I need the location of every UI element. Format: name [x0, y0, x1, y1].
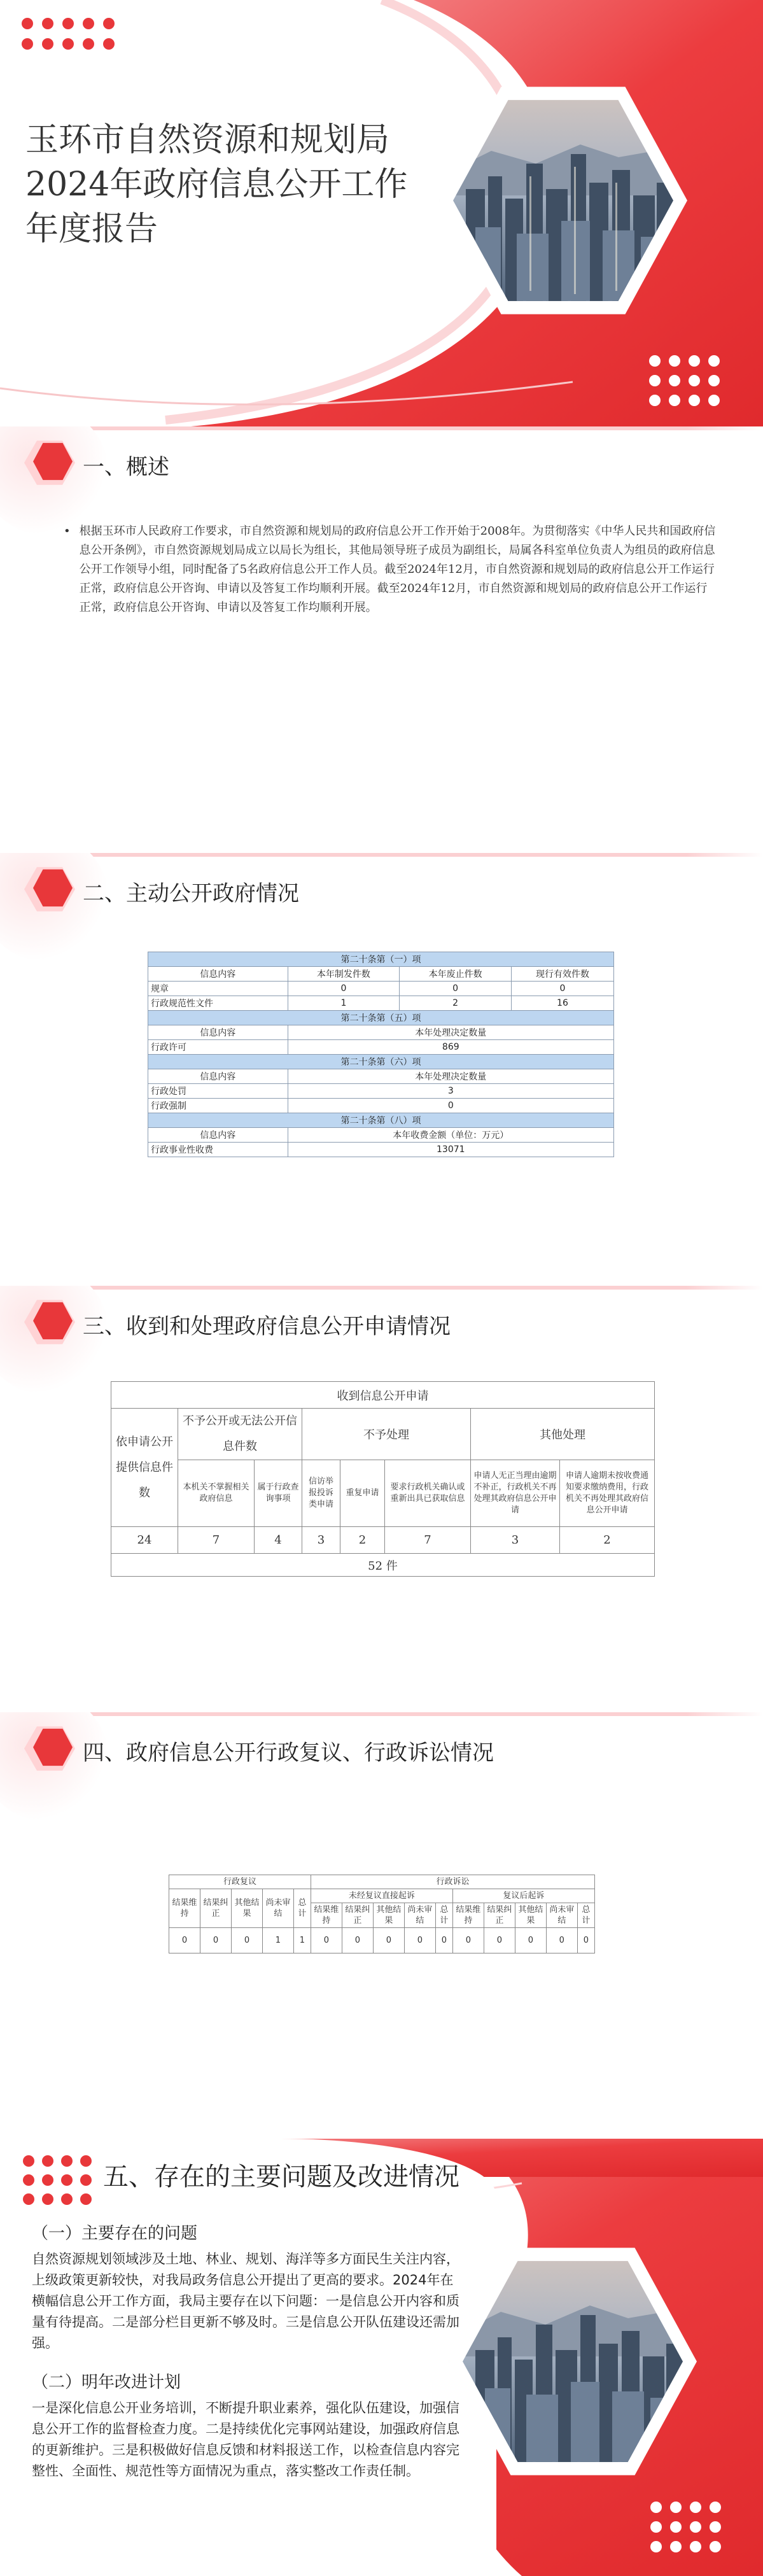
table-cell: 0 [515, 1928, 546, 1953]
table-header-cell: 未经复议直接起诉 [311, 1889, 452, 1903]
table-band: 第二十条第（五）项 [148, 1011, 614, 1025]
section-heading: 三、收到和处理政府信息公开申请情况 [83, 1314, 451, 1339]
table-header-cell: 重复申请 [340, 1460, 385, 1527]
subheading-problems: （一）主要存在的问题 [32, 2224, 198, 2243]
table-header-cell: 其他结果 [515, 1903, 546, 1928]
table-header-cell: 结果纠正 [484, 1903, 515, 1928]
table-header-cell: 依申请公开提供信息件数 [111, 1409, 178, 1527]
table-cell: 7 [178, 1527, 255, 1554]
table-header-cell: 总计 [293, 1889, 311, 1928]
table-header-cell: 申请人逾期未按收费通知要求缴纳费用，行政机关不再处理其政府信息公开申请 [560, 1460, 655, 1527]
table-header-cell: 不予公开或无法公开信息件数 [178, 1409, 302, 1460]
table-header-cell: 信息内容 [148, 1025, 288, 1040]
table-cell: 3 [288, 1084, 613, 1099]
table-header-cell: 本年处理决定数量 [288, 1025, 613, 1040]
table-cell: 0 [342, 1928, 373, 1953]
table-cell: 24 [111, 1527, 178, 1554]
table-row [148, 996, 614, 1011]
table-header-cell: 行政复议 [169, 1875, 311, 1889]
review-litigation-table [169, 1875, 595, 1953]
table-header-cell: 本年废止件数 [400, 967, 512, 982]
table-header-cell: 结果纠正 [200, 1889, 231, 1928]
table-cell: 行政许可 [148, 1040, 288, 1055]
cover-hex-photo [439, 80, 687, 321]
applications-table [111, 1381, 655, 1577]
table-cell: 3 [302, 1527, 340, 1554]
dot-grid-decoration [22, 18, 115, 50]
section-issues-improvements [0, 2139, 763, 2576]
table-header-cell: 信息内容 [148, 967, 288, 982]
table-header-cell: 结果维持 [311, 1903, 342, 1928]
table-cell: 0 [484, 1928, 515, 1953]
table-cell: 规章 [148, 982, 288, 996]
table-header-cell: 尚未审结 [546, 1903, 577, 1928]
table-header-cell: 信访举报投诉类申请 [302, 1460, 340, 1527]
section-overview [0, 426, 763, 853]
table-header-cell: 其他结果 [231, 1889, 262, 1928]
table-cell: 行政事业性收费 [148, 1143, 288, 1157]
table-row [111, 1527, 655, 1554]
table-cell: 0 [373, 1928, 404, 1953]
table-cell: 0 [511, 982, 613, 996]
section-review-litigation [0, 1712, 763, 2139]
table-cell: 2 [560, 1527, 655, 1554]
table-header-cell: 尚未审结 [262, 1889, 293, 1928]
table-total-cell: 52 件 [111, 1554, 655, 1577]
table-header-cell: 本年收费金额（单位：万元） [288, 1128, 613, 1143]
table-band: 第二十条第（一）项 [148, 952, 614, 967]
dot-grid-decoration-white [649, 355, 720, 406]
section-active-disclosure [0, 853, 763, 1286]
table-header-cell: 其他处理 [471, 1409, 655, 1460]
table-cell: 0 [169, 1928, 200, 1953]
plan-text: 一是深化信息公开业务培训，不断提升职业素养，强化队伍建设，加强信息公开工作的监督检查力度。二是持续优化完事网站建设，加强政府信息的更新维护。三是积极做好信息反馈和材料报送工作，以检查信息内容完整性、全面性、规范性等方面情况为重点，落实整改工作责任制。 [32, 2400, 459, 2479]
table-cell: 0 [200, 1928, 231, 1953]
problems-text: 自然资源规划领域涉及土地、林业、规划、海洋等多方面民生关注内容，上级政策更新较快，对我局政务信息公开提出了更高的要求。2024年在横幅信息公开工作方面，我局主要存在以下问题：一是信息公开内容和质量有待提高。二是部分栏目更新不够及时。三是信息公开队伍建设还需加强。 [32, 2251, 459, 2351]
table-cell: 3 [471, 1527, 560, 1554]
section5-hex-photo [449, 2241, 697, 2482]
table-header-cell: 本年处理决定数量 [288, 1069, 613, 1084]
table-row [169, 1928, 595, 1953]
table-cell: 行政规范性文件 [148, 996, 288, 1011]
dot-grid-decoration [23, 2155, 92, 2205]
table-cell: 4 [255, 1527, 302, 1554]
table-header-cell: 尚未审结 [404, 1903, 435, 1928]
section-heading: 四、政府信息公开行政复议、行政诉讼情况 [83, 1740, 494, 1766]
table-header-cell: 复议后起诉 [452, 1889, 594, 1903]
cover-title-line1: 玉环市自然资源和规划局 [25, 121, 390, 159]
cover-section [0, 0, 763, 426]
section-heading: 五、存在的主要问题及改进情况 [103, 2162, 459, 2192]
table-cell: 2 [400, 996, 512, 1011]
table-header-cell: 不予处理 [302, 1409, 471, 1460]
table-cell: 13071 [288, 1143, 613, 1157]
section-applications [0, 1286, 763, 1712]
overview-text: 根据玉环市人民政府工作要求，市自然资源和规划局的政府信息公开工作开始于2008年。为贯彻落实《中华人民共和国政府信息公开条例》，市自然资源规划局成立以局长为组长，其他局领导班子成员为副组长，局属各科室单位负责人为组员的政府信息公开工作领导小组，同时配备了5名政府信息公开工作人员。截至2024年12月，市自然资源和规划局的政府信息公开工作运行正常，政府信息公开咨询、申请以及答复工作均顺利开展。截至2024年12月，市自然资源和规划局的政府信息公开工作运行正常，政府信息公开咨询、申请以及答复工作均顺利开展。 [79, 524, 716, 614]
table-cell: 0 [400, 982, 512, 996]
table-cell: 0 [452, 1928, 484, 1953]
dot-grid-decoration-white [650, 2502, 721, 2552]
overview-paragraph [64, 522, 716, 617]
section-header [0, 853, 763, 936]
table-cell: 0 [288, 982, 400, 996]
table-header-cell: 其他结果 [373, 1903, 404, 1928]
table-cell: 0 [404, 1928, 435, 1953]
table-header-cell: 现行有效件数 [511, 967, 613, 982]
table-cell: 1 [262, 1928, 293, 1953]
table-header-cell: 信息内容 [148, 1128, 288, 1143]
table-cell: 0 [546, 1928, 577, 1953]
table-cell: 行政强制 [148, 1099, 288, 1113]
table-header-cell: 收到信息公开申请 [111, 1382, 655, 1409]
issues-content [32, 2220, 465, 2482]
section-header [0, 1286, 763, 1369]
table-cell: 0 [435, 1928, 452, 1953]
cover-title-line3: 年度报告 [25, 210, 158, 248]
table-row [148, 1084, 614, 1099]
table-row [148, 1040, 614, 1055]
table-cell: 869 [288, 1040, 613, 1055]
table-header-cell: 总计 [577, 1903, 594, 1928]
table-cell: 16 [511, 996, 613, 1011]
table-row [148, 982, 614, 996]
table-cell: 行政处罚 [148, 1084, 288, 1099]
table-header-cell: 行政诉讼 [311, 1875, 594, 1889]
cover-title [25, 118, 407, 251]
table-header-cell: 信息内容 [148, 1069, 288, 1084]
table-header-cell: 结果纠正 [342, 1903, 373, 1928]
table-band: 第二十条第（六）项 [148, 1055, 614, 1069]
table-cell: 0 [231, 1928, 262, 1953]
table-header-cell: 结果维持 [452, 1903, 484, 1928]
section-header [0, 426, 763, 509]
table-header-cell: 申请人无正当理由逾期不补正，行政机关不再处理其政府信息公开申请 [471, 1460, 560, 1527]
subheading-plan: （二）明年改进计划 [32, 2373, 181, 2392]
table-header-cell: 结果维持 [169, 1889, 200, 1928]
bullet-mark: • [64, 524, 71, 538]
section-heading: 二、主动公开政府情况 [83, 881, 299, 906]
table-cell: 0 [577, 1928, 594, 1953]
section-heading: 一、概述 [83, 454, 169, 480]
table-cell: 1 [293, 1928, 311, 1953]
table-cell: 0 [288, 1099, 613, 1113]
table-header-cell: 本机关不掌握相关政府信息 [178, 1460, 255, 1527]
section-header [0, 1712, 763, 1795]
table-cell: 0 [311, 1928, 342, 1953]
table-cell: 1 [288, 996, 400, 1011]
table-header-cell: 总计 [435, 1903, 452, 1928]
active-disclosure-table [148, 952, 614, 1157]
table-band: 第二十条第（八）项 [148, 1113, 614, 1128]
table-row [148, 1143, 614, 1157]
table-header-cell: 本年制发件数 [288, 967, 400, 982]
table-header-cell: 要求行政机关确认或重新出具已获取信息 [385, 1460, 471, 1527]
table-cell: 7 [385, 1527, 471, 1554]
cover-title-line2: 2024年政府信息公开工作 [25, 165, 408, 204]
table-header-cell: 属于行政查询事项 [255, 1460, 302, 1527]
table-cell: 2 [340, 1527, 385, 1554]
table-row [148, 1099, 614, 1113]
